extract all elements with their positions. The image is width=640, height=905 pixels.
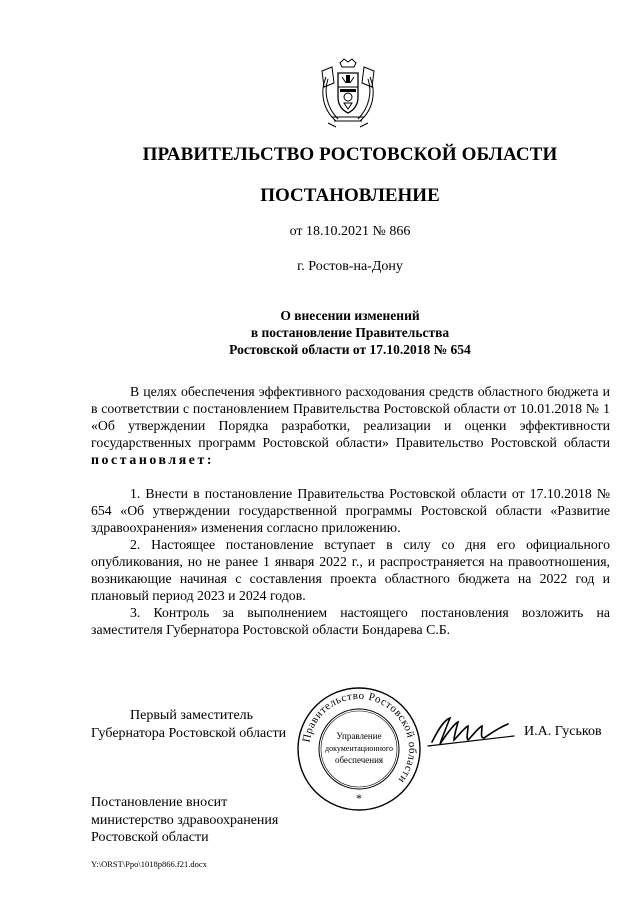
- file-path-footer: Y:\ORST\Ppo\1018p866.f21.docx: [91, 859, 207, 869]
- handwritten-signature-icon: [424, 712, 524, 752]
- signatory-title-line: Первый заместитель: [130, 708, 254, 723]
- originator-line: Ростовской области: [91, 830, 209, 845]
- document-subject: [0, 307, 640, 358]
- originator-line: министерство здравоохранения: [91, 812, 279, 828]
- preamble-paragraph: [91, 383, 610, 468]
- resolution-item: 1. Внести в постановление Правительства Ростовской области от 17.10.2018 № 654 «Об утверждении государственной программы Ростовской области «Развитие здравоохранения» изменения согласно приложению.: [91, 486, 610, 535]
- government-title: ПРАВИТЕЛЬСТВО РОСТОВСКОЙ ОБЛАСТИ: [142, 144, 558, 165]
- resolution-item: 2. Настоящее постановление вступает в силу со дня его официального опубликования, но не ранее 1 января 2022 г., и распространяется на правоотношения, возникающие начиная с составления проекта областного бюджета на 2022 год и плановый период 2023 и 2024 годов.: [91, 537, 610, 603]
- document-type-heading: ПОСТАНОВЛЕНИЕ: [260, 185, 440, 206]
- signatory-title-line: Губернатора Ростовской области: [91, 726, 287, 741]
- document-date-number: от 18.10.2021 № 866: [289, 224, 411, 239]
- seal-center-line: обеспечения: [334, 755, 384, 765]
- seal-star-icon: *: [356, 791, 362, 805]
- signatory-title: [91, 707, 286, 743]
- official-seal: [294, 684, 424, 814]
- subject-line: О внесении изменений: [280, 308, 420, 323]
- resolves-word: постановляет:: [91, 452, 215, 467]
- seal-center-line: документационного: [325, 744, 393, 753]
- seal-center-line: Управление: [336, 731, 382, 741]
- subject-line: Ростовской области от 17.10.2018 № 654: [229, 342, 471, 357]
- document-body: [91, 383, 610, 638]
- document-city: г. Ростов-на-Дону: [297, 259, 403, 274]
- signatory-name: И.А. Гуськов: [524, 724, 602, 739]
- subject-line: в постановление Правительства: [250, 325, 450, 340]
- seal-ring-text: Правительство Ростовской области: [300, 689, 419, 786]
- resolution-item: 3. Контроль за выполнением настоящего постановления возложить на заместителя Губернатора Ростовской области Бондарева С.Б.: [91, 605, 610, 637]
- originator-line: Постановление вносит: [91, 795, 228, 810]
- originator-block: [91, 794, 278, 847]
- coat-of-arms-icon: [316, 57, 380, 129]
- preamble-text: В целях обеспечения эффективного расходования средств областного бюджета и в соответствии с постановлением Правительства Ростовской области от 10.01.2018 № 1 «Об утверждении Порядка разработки, реализации и оценки эффективности государственных программ Ростовской области» Правительство Ростовской области: [91, 384, 610, 450]
